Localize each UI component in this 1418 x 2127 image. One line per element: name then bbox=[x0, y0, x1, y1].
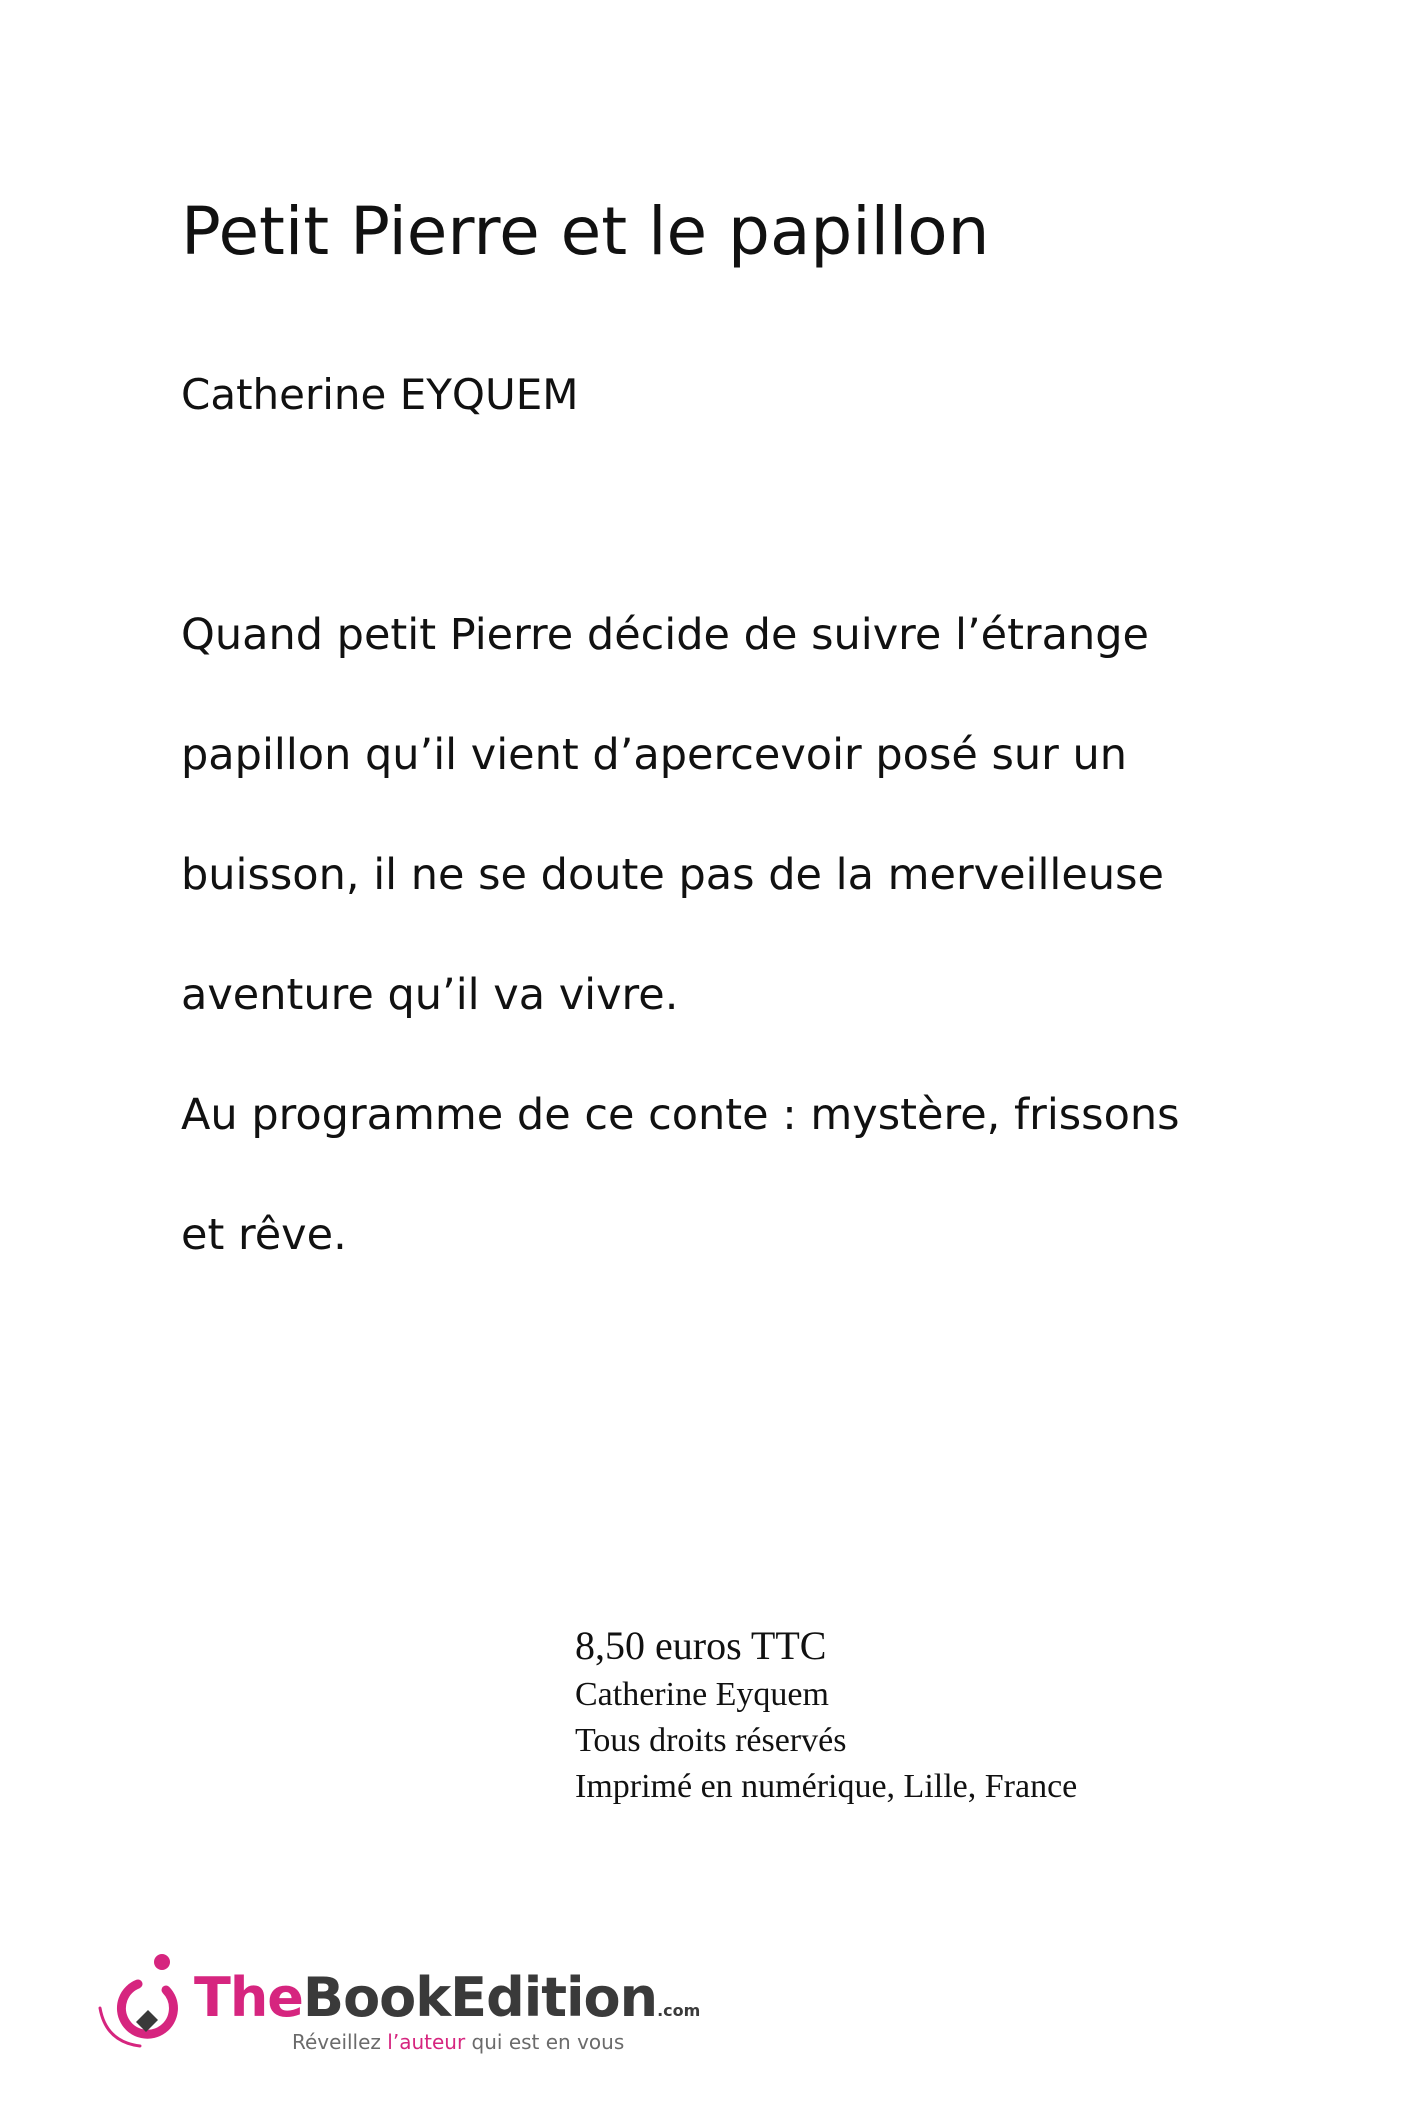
blurb-line: buisson, il ne se doute pas de la merveilleuse bbox=[181, 850, 1164, 900]
blurb-line: papillon qu’il vient d’apercevoir posé sur un bbox=[181, 730, 1127, 780]
person-circle-logo-icon bbox=[96, 1950, 186, 2060]
logo-word-dotcom: .com bbox=[657, 2001, 701, 2020]
printing-notice: Imprimé en numérique, Lille, France bbox=[575, 1768, 1078, 1805]
thebookedition-logo bbox=[96, 1950, 716, 2070]
blurb-line: aventure qu’il va vivre. bbox=[181, 970, 679, 1020]
imprint-block bbox=[575, 1620, 1077, 1810]
blurb-line: Au programme de ce conte : mystère, frissons bbox=[181, 1090, 1180, 1140]
book-author: Catherine EYQUEM bbox=[181, 370, 579, 419]
book-title: Petit Pierre et le papillon bbox=[181, 193, 990, 270]
price-label: 8,50 euros TTC bbox=[575, 1623, 827, 1668]
imprint-author: Catherine Eyquem bbox=[575, 1676, 829, 1713]
logo-word-the: The bbox=[194, 1966, 303, 2029]
logo-tagline bbox=[292, 2030, 624, 2054]
blurb-line: et rêve. bbox=[181, 1210, 347, 1260]
tagline-accent: l’auteur bbox=[387, 2030, 466, 2054]
rights-notice: Tous droits réservés bbox=[575, 1722, 847, 1759]
tagline-end: qui est en vous bbox=[465, 2030, 625, 2054]
logo-word-bookedition: BookEdition bbox=[302, 1966, 658, 2029]
tagline-start: Réveillez bbox=[292, 2030, 388, 2054]
blurb-line: Quand petit Pierre décide de suivre l’étrange bbox=[181, 610, 1149, 660]
book-blurb bbox=[181, 600, 1241, 1320]
